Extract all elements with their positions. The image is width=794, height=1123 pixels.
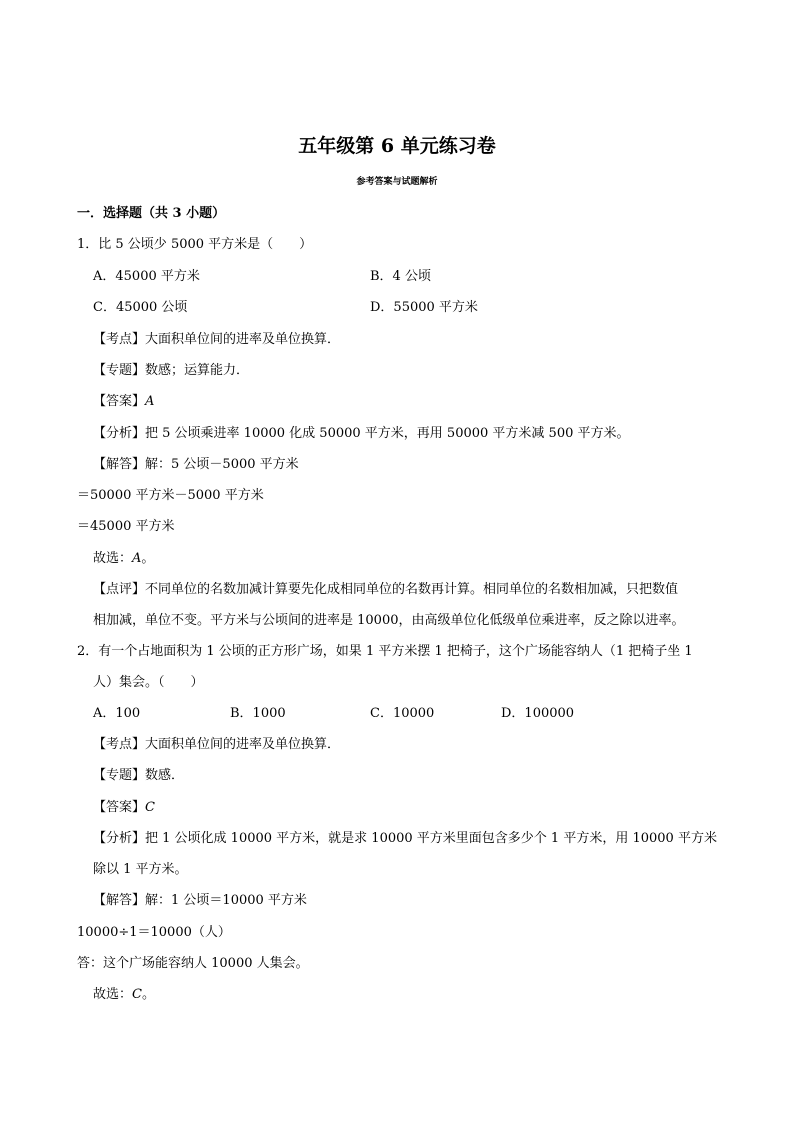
q2-step-1: 10000÷1＝10000（人） — [77, 925, 231, 940]
guxuan-answer: C — [132, 987, 142, 1002]
q1-fenxi — [93, 427, 630, 440]
fenxi-tag: 【分析】 — [93, 426, 146, 441]
daan-text: C — [145, 800, 155, 815]
zhuanti-text: 数感． — [145, 768, 185, 783]
q1-option-b: B．4 公顷 — [370, 269, 431, 284]
fenxi-tag: 【分析】 — [93, 831, 146, 846]
q2-step-2: 答：这个广场能容纳人 10000 人集会。 — [77, 956, 309, 971]
q2-option-a: A．100 — [93, 706, 141, 721]
q1-option-a: A．45000 平方米 — [93, 269, 200, 284]
daan-text: A — [145, 394, 155, 409]
q2-option-b: B．1000 — [230, 706, 286, 721]
guxuan-prefix: 故选： — [93, 551, 133, 566]
q1-step-2: ＝45000 平方米 — [77, 519, 175, 534]
zhuanti-tag: 【专题】 — [93, 363, 146, 378]
question-2-stem-line2: 人）集会。（ ） — [93, 675, 204, 690]
kaodian-tag: 【考点】 — [93, 737, 146, 752]
q1-step-1: ＝50000 平方米－5000 平方米 — [77, 488, 264, 503]
dianping-text-line1: 不同单位的名数加减计算要先化成相同单位的名数再计算。相同单位的名数相加减，只把数值 — [145, 582, 679, 597]
q1-guxuan — [93, 552, 154, 565]
q1-jieda — [93, 458, 299, 471]
jieda-text: 解：5 公顷－5000 平方米 — [145, 457, 299, 472]
q2-jieda — [93, 894, 307, 907]
page-subtitle: 参考答案与试题解析 — [356, 177, 438, 187]
guxuan-suffix: 。 — [141, 551, 155, 566]
question-1-stem: 1．比 5 公顷少 5000 平方米是（ ） — [77, 237, 313, 252]
guxuan-answer: A — [132, 551, 142, 566]
q2-fenxi — [93, 832, 717, 845]
q2-zhuanti — [93, 769, 184, 782]
q2-option-d: D．100000 — [501, 706, 575, 721]
zhuanti-tag: 【专题】 — [93, 768, 146, 783]
jieda-tag: 【解答】 — [93, 893, 146, 908]
question-2-stem-line1: 2．有一个占地面积为 1 公顷的正方形广场，如果 1 平方米摆 1 把椅子，这个广场能容纳人（1 把椅子坐 1 — [77, 644, 693, 659]
q2-kaodian — [93, 738, 340, 751]
q2-guxuan — [93, 988, 155, 1001]
q1-kaodian — [93, 333, 340, 346]
q1-daan — [93, 395, 154, 408]
q1-dianping-line2: 相加减，单位不变。平方米与公顷间的进率是 10000，由高级单位化低级单位乘进率，反之除以进率。 — [93, 613, 685, 628]
section-heading: 一．选择题（共 3 小题） — [77, 206, 226, 221]
jieda-tag: 【解答】 — [93, 457, 146, 472]
q2-fenxi-line2: 除以 1 平方米。 — [93, 862, 188, 877]
q1-option-c: C．45000 公顷 — [93, 300, 188, 315]
jieda-text: 解：1 公顷＝10000 平方米 — [145, 893, 307, 908]
zhuanti-text: 数感；运算能力． — [145, 363, 250, 378]
q1-dianping — [93, 583, 678, 596]
daan-tag: 【答案】 — [93, 800, 146, 815]
kaodian-tag: 【考点】 — [93, 332, 146, 347]
kaodian-text: 大面积单位间的进率及单位换算． — [145, 737, 341, 752]
q2-daan — [93, 801, 155, 814]
fenxi-text: 把 5 公顷乘进率 10000 化成 50000 平方米，再用 50000 平方米减 500 平方米。 — [145, 426, 630, 441]
guxuan-prefix: 故选： — [93, 987, 133, 1002]
dianping-tag: 【点评】 — [93, 582, 146, 597]
fenxi-text-line1: 把 1 公顷化成 10000 平方米，就是求 10000 平方米里面包含多少个 1 平方米，用 10000 平方米 — [145, 831, 717, 846]
q1-zhuanti — [93, 364, 249, 377]
page-title: 五年级第 6 单元练习卷 — [298, 135, 496, 157]
daan-tag: 【答案】 — [93, 394, 146, 409]
kaodian-text: 大面积单位间的进率及单位换算． — [145, 332, 341, 347]
q2-option-c: C．10000 — [370, 706, 435, 721]
q1-option-d: D．55000 平方米 — [370, 300, 478, 315]
guxuan-suffix: 。 — [141, 987, 155, 1002]
